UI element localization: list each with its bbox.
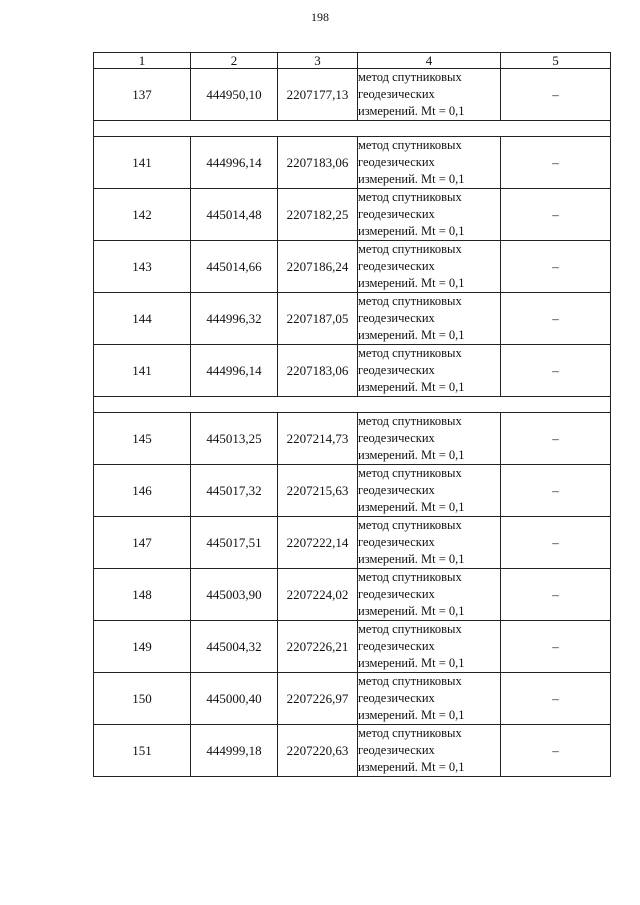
header-col-1: 1 (94, 53, 191, 69)
header-col-4: 4 (358, 53, 501, 69)
point-number-cell: 145 (94, 413, 191, 465)
note-cell: – (501, 517, 611, 569)
page-number: 198 (311, 10, 329, 24)
table-row (94, 241, 611, 293)
table-row (94, 345, 611, 397)
note-cell: – (501, 725, 611, 777)
x-coordinate-cell: 445017,32 (191, 465, 278, 517)
x-coordinate-cell: 445014,48 (191, 189, 278, 241)
point-number-cell: 151 (94, 725, 191, 777)
y-coordinate-cell: 2207226,97 (278, 673, 358, 725)
table-row (94, 69, 611, 121)
note-cell: – (501, 569, 611, 621)
point-number-cell: 141 (94, 137, 191, 189)
note-cell: – (501, 189, 611, 241)
method-cell: метод спутниковых геодезических измерений. Mt = 0,1 (358, 465, 501, 517)
table-row (94, 465, 611, 517)
x-coordinate-cell: 444996,14 (191, 137, 278, 189)
point-number-cell: 137 (94, 69, 191, 121)
table-row (94, 189, 611, 241)
x-coordinate-cell: 445017,51 (191, 517, 278, 569)
header-col-5: 5 (501, 53, 611, 69)
x-coordinate-cell: 445003,90 (191, 569, 278, 621)
table-row (94, 517, 611, 569)
x-coordinate-cell: 444996,32 (191, 293, 278, 345)
y-coordinate-cell: 2207226,21 (278, 621, 358, 673)
method-cell: метод спутниковых геодезических измерений. Mt = 0,1 (358, 69, 501, 121)
table-row (94, 413, 611, 465)
table-row (94, 725, 611, 777)
method-cell: метод спутниковых геодезических измерений. Mt = 0,1 (358, 569, 501, 621)
point-number-cell: 141 (94, 345, 191, 397)
method-cell: метод спутниковых геодезических измерений. Mt = 0,1 (358, 725, 501, 777)
separator-cell (94, 397, 611, 413)
table-row (94, 293, 611, 345)
method-cell: метод спутниковых геодезических измерений. Mt = 0,1 (358, 241, 501, 293)
y-coordinate-cell: 2207182,25 (278, 189, 358, 241)
y-coordinate-cell: 2207222,14 (278, 517, 358, 569)
note-cell: – (501, 621, 611, 673)
point-number-cell: 142 (94, 189, 191, 241)
x-coordinate-cell: 445014,66 (191, 241, 278, 293)
table-row (94, 137, 611, 189)
note-cell: – (501, 137, 611, 189)
note-cell: – (501, 413, 611, 465)
y-coordinate-cell: 2207214,73 (278, 413, 358, 465)
x-coordinate-cell: 444999,18 (191, 725, 278, 777)
point-number-cell: 148 (94, 569, 191, 621)
point-number-cell: 150 (94, 673, 191, 725)
y-coordinate-cell: 2207215,63 (278, 465, 358, 517)
y-coordinate-cell: 2207177,13 (278, 69, 358, 121)
method-cell: метод спутниковых геодезических измерений. Mt = 0,1 (358, 293, 501, 345)
y-coordinate-cell: 2207220,63 (278, 725, 358, 777)
method-cell: метод спутниковых геодезических измерений. Mt = 0,1 (358, 673, 501, 725)
table-body (94, 69, 611, 777)
x-coordinate-cell: 444950,10 (191, 69, 278, 121)
note-cell: – (501, 69, 611, 121)
separator-row (94, 397, 611, 413)
header-col-2: 2 (191, 53, 278, 69)
note-cell: – (501, 345, 611, 397)
table-row (94, 569, 611, 621)
y-coordinate-cell: 2207187,05 (278, 293, 358, 345)
header-col-3: 3 (278, 53, 358, 69)
note-cell: – (501, 241, 611, 293)
y-coordinate-cell: 2207183,06 (278, 137, 358, 189)
point-number-cell: 144 (94, 293, 191, 345)
table-header-row (94, 53, 611, 69)
note-cell: – (501, 465, 611, 517)
x-coordinate-cell: 445004,32 (191, 621, 278, 673)
separator-row (94, 121, 611, 137)
method-cell: метод спутниковых геодезических измерений. Mt = 0,1 (358, 137, 501, 189)
note-cell: – (501, 293, 611, 345)
y-coordinate-cell: 2207183,06 (278, 345, 358, 397)
table-row (94, 621, 611, 673)
point-number-cell: 146 (94, 465, 191, 517)
point-number-cell: 149 (94, 621, 191, 673)
y-coordinate-cell: 2207224,02 (278, 569, 358, 621)
separator-cell (94, 121, 611, 137)
x-coordinate-cell: 445013,25 (191, 413, 278, 465)
method-cell: метод спутниковых геодезических измерений. Mt = 0,1 (358, 621, 501, 673)
coordinates-table (93, 52, 611, 777)
point-number-cell: 143 (94, 241, 191, 293)
x-coordinate-cell: 445000,40 (191, 673, 278, 725)
method-cell: метод спутниковых геодезических измерений. Mt = 0,1 (358, 517, 501, 569)
table-row (94, 673, 611, 725)
method-cell: метод спутниковых геодезических измерений. Mt = 0,1 (358, 189, 501, 241)
method-cell: метод спутниковых геодезических измерений. Mt = 0,1 (358, 413, 501, 465)
x-coordinate-cell: 444996,14 (191, 345, 278, 397)
method-cell: метод спутниковых геодезических измерений. Mt = 0,1 (358, 345, 501, 397)
y-coordinate-cell: 2207186,24 (278, 241, 358, 293)
point-number-cell: 147 (94, 517, 191, 569)
note-cell: – (501, 673, 611, 725)
